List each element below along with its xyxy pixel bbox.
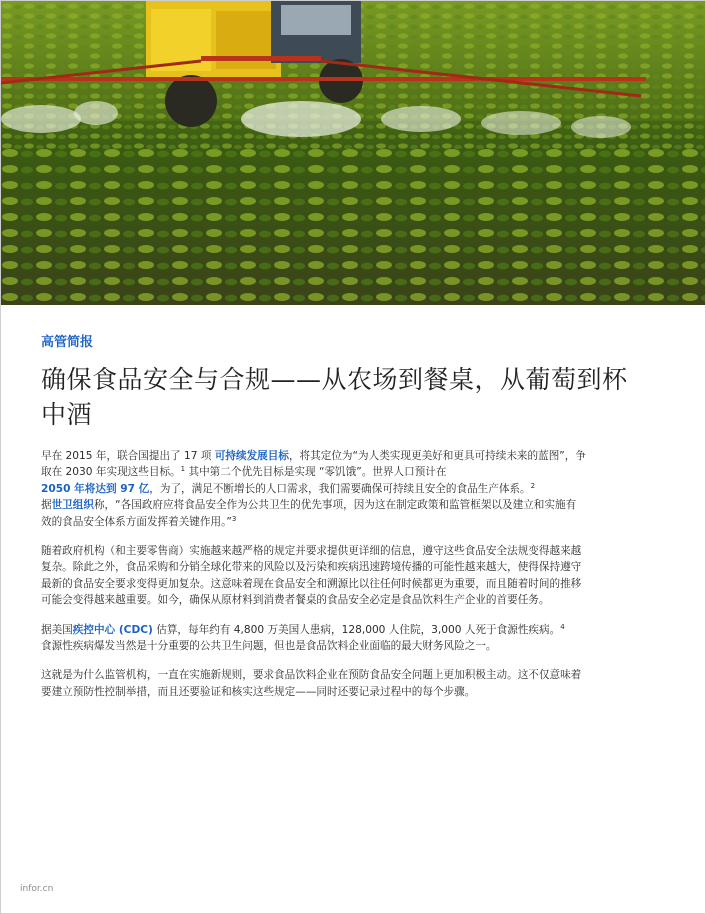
page-title: 确保食品安全与合规——从农场到餐桌，从葡萄到杯中酒 (41, 365, 628, 429)
p1-text-2: ，将其定位为“为人类实现更美好和更具可持续未来的蓝图”，争取在 2030 年实现这些目标。 (41, 450, 586, 479)
paragraph-1 (41, 448, 586, 530)
p1-text-1: 早在 2015 年，联合国提出了 17 项 (41, 450, 215, 462)
footnote-4: 4 (560, 622, 565, 631)
p1-text-6: 称，“各国政府应将食品安全作为公共卫生的优先事项，因为这在制定政策和监管框架以及建立和实施有效的食品安全体系方面发挥着关键作用。” (41, 499, 577, 528)
p1-text-5: 据 (41, 499, 52, 512)
footnote-2: 2 (530, 481, 536, 490)
link-sdg[interactable]: 可持续发展目标 (214, 450, 289, 462)
footnote-1: 1 (180, 465, 186, 474)
footer-site: infor.cn (20, 884, 54, 894)
link-cdc[interactable]: 疾控中心 (CDC) (72, 623, 153, 636)
p3-text-1: 据美国 (41, 623, 73, 636)
p3-text-2: 估算，每年约有 4,800 万美国人患病，128,000 人住院，3,000 人死于食源性疾病。 (152, 623, 561, 636)
hero-image (1, 1, 705, 305)
link-who[interactable]: 世卫组织 (51, 499, 94, 512)
article (41, 334, 661, 700)
p1-text-3: 其中第二个优先目标是实现 “零饥饿”。世界人口预计在 (185, 466, 447, 479)
p1-text-4: ，为了，满足不断增长的人口需求，我们需要确保可持续且安全的食品生产体系。 (149, 482, 531, 495)
paragraph-4: 这就是为什么监管机构，一直在实施新规则，要求食品饮料企业在预防食品安全问题上更加积极主动。这不仅意味着要建立预防性控制举措，而且还要验证和核实这些规定——同时还要记录过程中的每个步骤。 (41, 669, 582, 698)
paragraph-3 (41, 622, 586, 655)
link-population-2050[interactable]: 2050 年将达到 97 亿 (41, 482, 150, 495)
paragraph-2: 随着政府机构（和主要零售商）实施越来越严格的规定并要求提供更详细的信息，遵守这些食品安全法规变得越来越复杂。除此之外，食品采购和分销全球化带来的风险以及污染和疾病迅速跨境传播的可能性越来越大，使得保持遵守最新的食品安全要求变得更加复杂。这意味着现在食品安全和溯源比以往任何时候都更为重要，而且随着时间的推移可能会变得越来越重要。如今，确保从原材料到消费者餐桌的食品安全必定是食品饮料生产企业的首要任务。 (41, 545, 582, 607)
hero-illustration (1, 1, 705, 305)
p3-text-3: 食源性疾病爆发当然是十分重要的公共卫生问题，但也是食品饮料企业面临的最大财务风险之一。 (41, 640, 497, 653)
footnote-3: 3 (231, 514, 237, 523)
eyebrow-label: 高管简报 (41, 335, 94, 350)
